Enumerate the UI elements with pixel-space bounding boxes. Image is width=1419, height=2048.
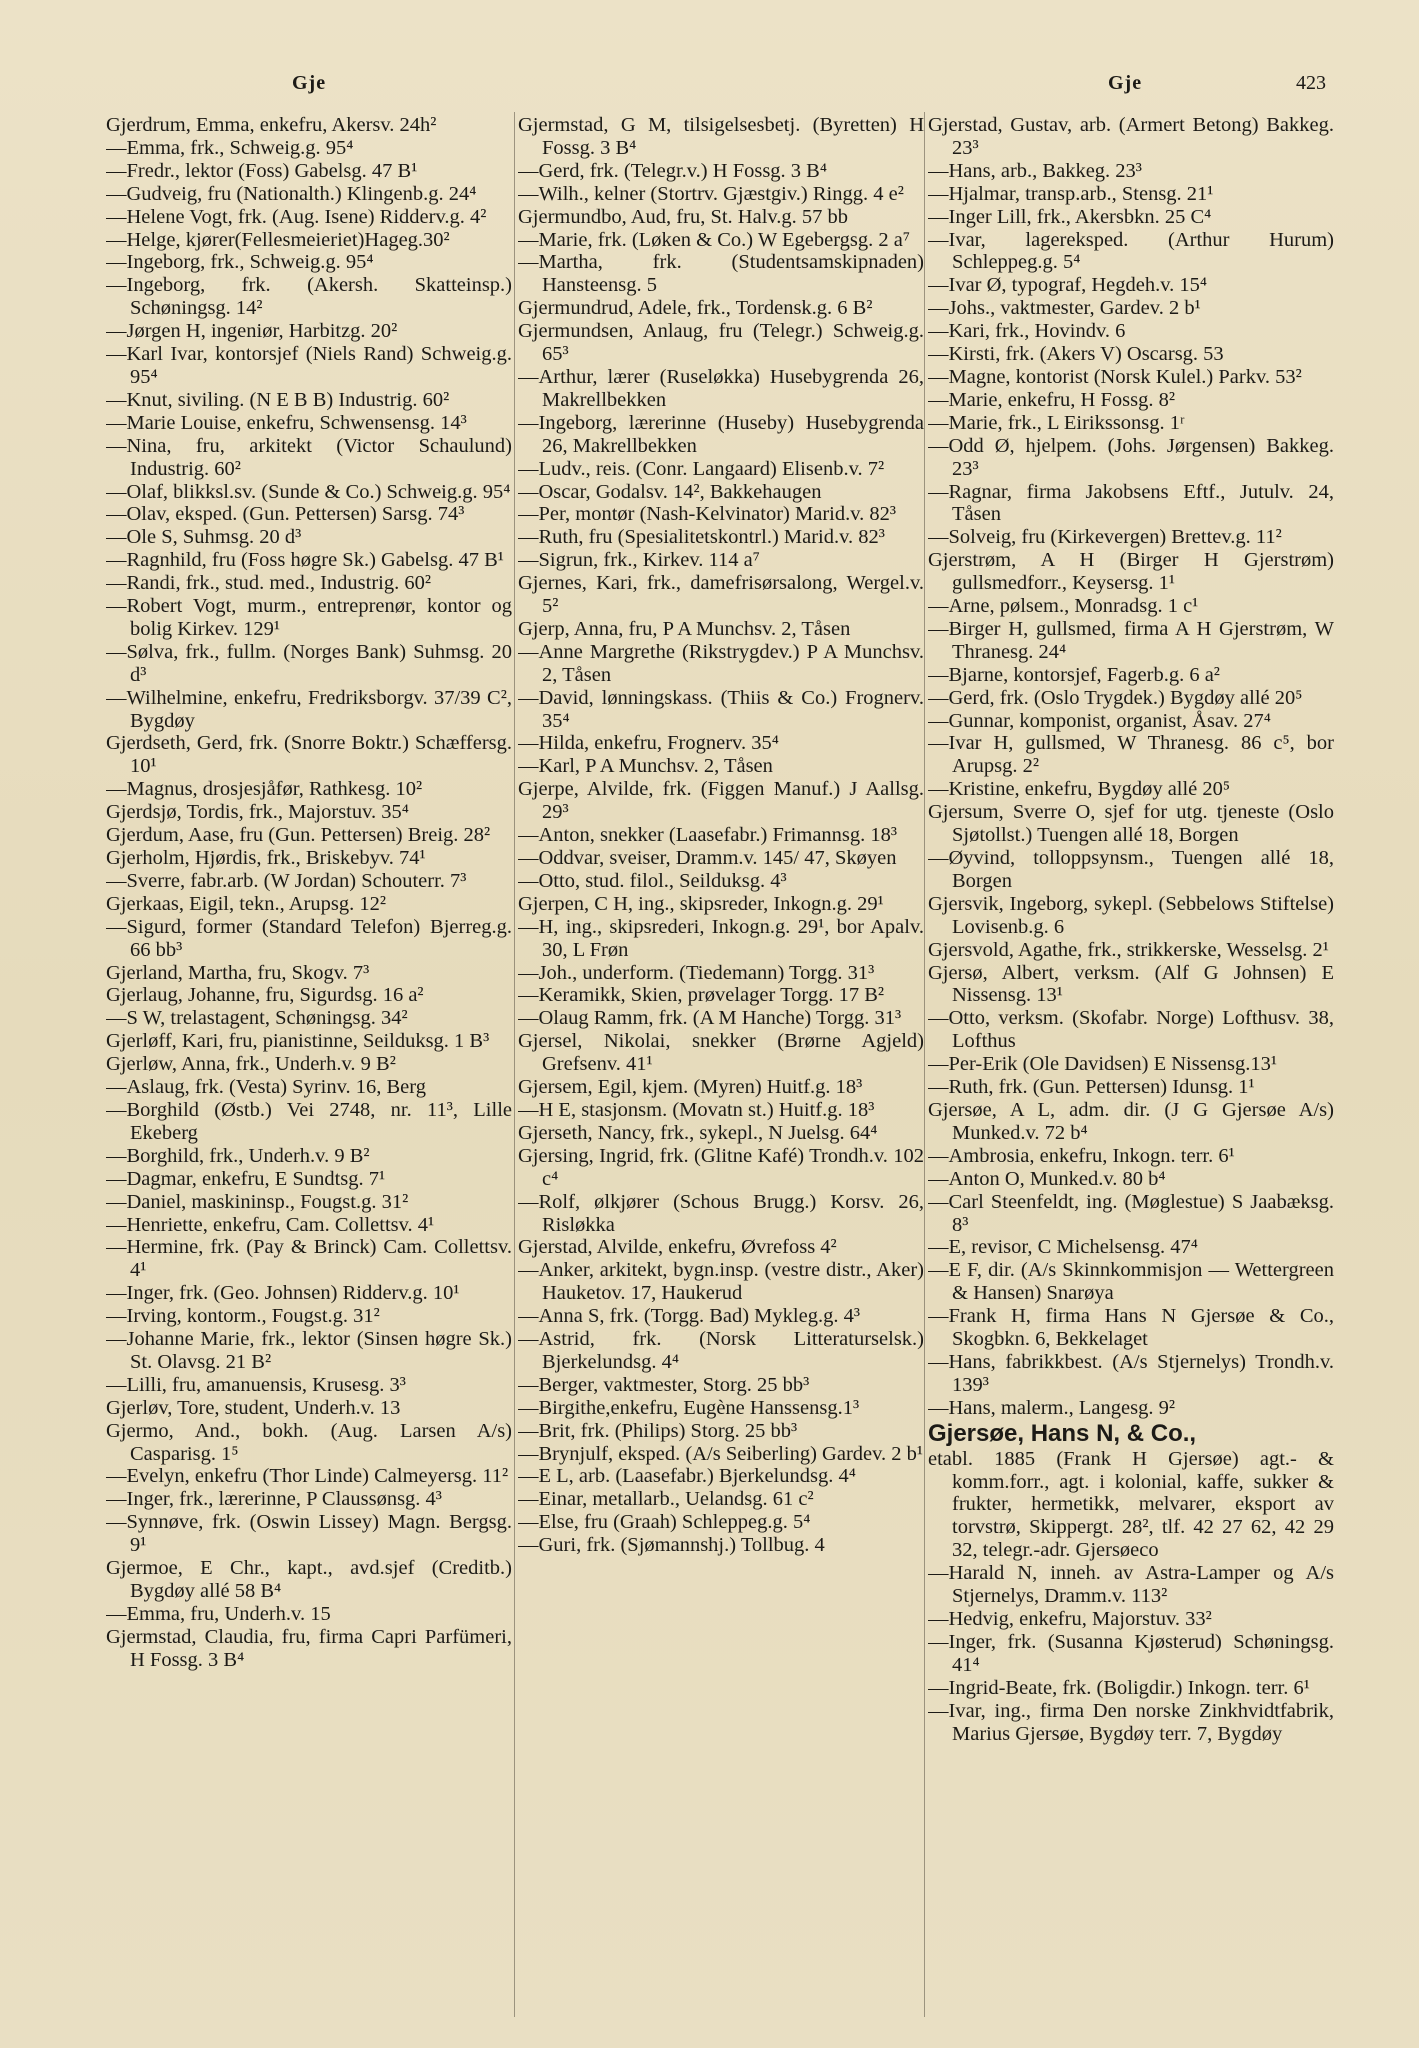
directory-entry: —Odd Ø, hjelpem. (Johs. Jørgensen) Bakkeg. 23³ bbox=[928, 434, 1334, 480]
directory-entry: —Ragnhild, fru (Foss høgre Sk.) Gabelsg. 47 B¹ bbox=[106, 549, 504, 572]
directory-entry: —Marie Louise, enkefru, Schwensensg. 14³ bbox=[106, 411, 467, 434]
directory-entry: —Wilhelmine, enkefru, Fredriksborgv. 37/39 C², Bygdøy bbox=[106, 686, 512, 732]
directory-entry: —Kirsti, frk. (Akers V) Oscarsg. 53 bbox=[928, 343, 1224, 366]
directory-entry: —Kristine, enkefru, Bygdøy allé 20⁵ bbox=[928, 778, 1231, 801]
directory-entry: —Dagmar, enkefru, E Sundtsg. 7¹ bbox=[106, 1167, 386, 1190]
directory-entry: —Hjalmar, transp.arb., Stensg. 21¹ bbox=[928, 182, 1214, 205]
directory-entry: —Nina, fru, arkitekt (Victor Schaulund) Industrig. 60² bbox=[106, 434, 512, 480]
directory-entry: Gjerholm, Hjørdis, frk., Briskebyv. 74¹ bbox=[106, 847, 426, 869]
directory-entry: Gjerløv, Tore, student, Underh.v. 13 bbox=[106, 1396, 401, 1419]
directory-entry: —Anna S, frk. (Torgg. Bad) Mykleg.g. 4³ bbox=[518, 1305, 860, 1328]
directory-entry: Gjerp, Anna, fru, P A Munchsv. 2, Tåsen bbox=[518, 617, 851, 640]
directory-entry: —Johs., vaktmester, Gardev. 2 b¹ bbox=[928, 297, 1201, 320]
column-divider-2 bbox=[924, 112, 925, 2017]
directory-entry: —Oscar, Godalsv. 14², Bakkehaugen bbox=[518, 480, 822, 503]
directory-entry: —Per-Erik (Ole Davidsen) E Nissensg.13¹ bbox=[928, 1053, 1278, 1076]
header-right-guideword: Gje bbox=[1108, 72, 1143, 94]
directory-entry: —Inger, frk. (Geo. Johnsen) Ridderv.g. 10¹ bbox=[106, 1282, 460, 1305]
directory-entry: —Astrid, frk. (Norsk Litteraturselsk.) Bjerkelundsg. 4⁴ bbox=[518, 1328, 924, 1373]
directory-entry: Gjermundsen, Anlaug, fru (Telegr.) Schweig.g. 65³ bbox=[518, 320, 924, 366]
directory-entry: —Einar, metallarb., Uelandsg. 61 c² bbox=[518, 1488, 814, 1511]
directory-entry: —Ragnar, firma Jakobsens Eftf., Jutulv. 24, Tåsen bbox=[928, 480, 1334, 526]
directory-entry: Gjersøe, Hans N, & Co., bbox=[928, 1419, 1197, 1447]
directory-entry: —Evelyn, enkefru (Thor Linde) Calmeyersg. 11² bbox=[106, 1465, 509, 1488]
directory-entry: Gjermstad, G M, tilsigelsesbetj. (Byretten) H Fossg. 3 B⁴ bbox=[518, 114, 924, 159]
directory-entry: Gjerseth, Nancy, frk., sykepl., N Juelsg. 64⁴ bbox=[518, 1121, 878, 1144]
directory-entry: —Randi, frk., stud. med., Industrig. 60² bbox=[106, 572, 432, 595]
directory-entry: Gjerdseth, Gerd, frk. (Snorre Boktr.) Schæffersg. 10¹ bbox=[106, 732, 512, 778]
directory-entry: —Gudveig, fru (Nationalth.) Klingenb.g. 24⁴ bbox=[106, 182, 477, 205]
directory-entry: —Gunnar, komponist, organist, Åsav. 27⁴ bbox=[928, 709, 1271, 732]
directory-entry: —Hedvig, enkefru, Majorstuv. 33² bbox=[928, 1608, 1212, 1630]
directory-entry: Gjerstrøm, A H (Birger H Gjerstrøm) gullsmedforr., Keysersg. 1¹ bbox=[928, 549, 1334, 595]
column-1 bbox=[106, 114, 512, 2024]
directory-entry: —Brit, frk. (Philips) Storg. 25 bb³ bbox=[518, 1419, 798, 1442]
directory-entry: Gjernes, Kari, frk., damefrisørsalong, Wergel.v. 5² bbox=[518, 572, 924, 618]
directory-entry: —Ludv., reis. (Conr. Langaard) Elisenb.v. 7² bbox=[518, 457, 885, 480]
directory-entry: —Anton O, Munked.v. 80 b⁴ bbox=[928, 1167, 1166, 1190]
directory-entry: —Ruth, fru (Spesialitetskontrl.) Marid.v. 82³ bbox=[518, 526, 885, 549]
directory-entry: —Otto, stud. filol., Seilduksg. 4³ bbox=[518, 869, 787, 892]
directory-entry: —Carl Steenfeldt, ing. (Møglestue) S Jaabæksg. 8³ bbox=[928, 1190, 1334, 1236]
directory-entry: —Gerd, frk. (Telegr.v.) H Fossg. 3 B⁴ bbox=[518, 159, 827, 182]
directory-entry: Gjersvold, Agathe, frk., strikkerske, Wesselsg. 2¹ bbox=[928, 938, 1329, 961]
directory-entry: —Olaug Ramm, frk. (A M Hanche) Torgg. 31³ bbox=[518, 1007, 902, 1030]
directory-entry: —H, ing., skipsrederi, Inkogn.g. 29¹, bor Apalv. 30, L Frøn bbox=[518, 915, 924, 961]
column-3 bbox=[928, 114, 1334, 2024]
directory-entry: —Anne Margrethe (Rikstrygdev.) P A Munchsv. 2, Tåsen bbox=[518, 640, 924, 686]
directory-entry: —S W, trelastagent, Schøningsg. 34² bbox=[106, 1007, 408, 1030]
directory-entry: —Hans, arb., Bakkeg. 23³ bbox=[928, 159, 1142, 182]
directory-entry: —Jørgen H, ingeniør, Harbitzg. 20² bbox=[106, 320, 398, 343]
directory-entry: —Ivar H, gullsmed, W Thranesg. 86 c⁵, bor Arupsg. 2² bbox=[928, 732, 1334, 778]
directory-entry: Gjerlaug, Johanne, fru, Sigurdsg. 16 a² bbox=[106, 984, 424, 1007]
directory-entry: —Helene Vogt, frk. (Aug. Isene) Ridderv.g. 4² bbox=[106, 205, 487, 228]
directory-entry: —Sverre, fabr.arb. (W Jordan) Schouterr. 7³ bbox=[106, 869, 467, 892]
directory-entry: —Olav, eksped. (Gun. Pettersen) Sarsg. 74³ bbox=[106, 503, 465, 526]
directory-entry: —Otto, verksm. (Skofabr. Norge) Lofthusv. 38, Lofthus bbox=[928, 1007, 1334, 1053]
directory-entry: —Ole S, Suhmsg. 20 d³ bbox=[106, 526, 302, 549]
directory-entry: —Hans, malerm., Langesg. 9² bbox=[928, 1396, 1175, 1419]
directory-entry: —Hermine, frk. (Pay & Brinck) Cam. Collettsv. 4¹ bbox=[106, 1236, 512, 1282]
directory-entry: —Borghild (Østb.) Vei 2748, nr. 11³, Lille Ekeberg bbox=[106, 1098, 512, 1144]
directory-entry: —Martha, frk. (Studentsamskipnaden) Hansteensg. 5 bbox=[518, 251, 924, 297]
directory-entry: —Bjarne, kontorsjef, Fagerb.g. 6 a² bbox=[928, 663, 1220, 686]
directory-entry: Gjermundrud, Adele, frk., Tordensk.g. 6 B² bbox=[518, 297, 873, 320]
directory-entry: Gjermundbo, Aud, fru, St. Halv.g. 57 bb bbox=[518, 205, 849, 228]
directory-entry: —Birger H, gullsmed, firma A H Gjerstrøm, W Thranesg. 24⁴ bbox=[928, 617, 1334, 663]
directory-entry: —Kari, frk., Hovindv. 6 bbox=[928, 320, 1126, 343]
directory-entry: —Anton, snekker (Laasefabr.) Frimannsg. 18³ bbox=[518, 824, 898, 847]
directory-entry: —Gerd, frk. (Oslo Trygdek.) Bygdøy allé 20⁵ bbox=[928, 686, 1303, 709]
directory-entry: —Ivar Ø, typograf, Hegdeh.v. 15⁴ bbox=[928, 274, 1208, 297]
directory-entry: —Irving, kontorm., Fougst.g. 31² bbox=[106, 1305, 380, 1328]
directory-entry: Gjersøe, A L, adm. dir. (J G Gjersøe A/s) Munked.v. 72 b⁴ bbox=[928, 1098, 1334, 1144]
directory-entry: —Inger Lill, frk., Akersbkn. 25 C⁴ bbox=[928, 205, 1212, 228]
directory-entry: —Emma, frk., Schweig.g. 95⁴ bbox=[106, 136, 354, 159]
directory-entry: —Brynjulf, eksped. (A/s Seiberling) Gardev. 2 b¹ bbox=[518, 1442, 924, 1465]
directory-entry: Gjerland, Martha, fru, Skogv. 7³ bbox=[106, 961, 370, 984]
directory-entry: —Else, fru (Graah) Schleppeg.g. 5⁴ bbox=[518, 1511, 811, 1534]
directory-entry: —Ingeborg, lærerinne (Huseby) Husebygrenda 26, Makrellbekken bbox=[518, 411, 924, 457]
directory-entry: —Per, montør (Nash-Kelvinator) Marid.v. 82³ bbox=[518, 503, 897, 526]
directory-entry: —Marie, frk., L Eirikssonsg. 1ʳ bbox=[928, 411, 1185, 434]
directory-entry: —Sølva, frk., fullm. (Norges Bank) Suhmsg. 20 d³ bbox=[106, 640, 512, 686]
directory-entry: —Guri, frk. (Sjømannshj.) Tollbug. 4 bbox=[518, 1534, 825, 1557]
directory-entry: —Ingrid-Beate, frk. (Boligdir.) Inkogn. terr. 6¹ bbox=[928, 1676, 1310, 1699]
directory-entry: Gjermoe, E Chr., kapt., avd.sjef (Creditb.) Bygdøy allé 58 B⁴ bbox=[106, 1557, 512, 1602]
directory-entry: Gjersel, Nikolai, snekker (Brørne Agjeld) Grefsenv. 41¹ bbox=[518, 1030, 924, 1076]
directory-entry: —Keramikk, Skien, prøvelager Torgg. 17 B² bbox=[518, 984, 885, 1007]
directory-entry: —Øyvind, tolloppsynsm., Tuengen allé 18, Borgen bbox=[928, 847, 1334, 892]
directory-entry: —Ingeborg, frk., Schweig.g. 95⁴ bbox=[106, 251, 374, 274]
directory-entry: —Marie, enkefru, H Fossg. 8² bbox=[928, 388, 1175, 411]
directory-entry: —Ingeborg, frk. (Akersh. Skatteinsp.) Schøningsg. 14² bbox=[106, 274, 512, 320]
directory-entry: —Helge, kjører(Fellesmeieriet)Hageg.30² bbox=[106, 228, 450, 251]
directory-entry: —E, revisor, C Michelsensg. 47⁴ bbox=[928, 1236, 1198, 1259]
directory-entry: —Sigrun, frk., Kirkev. 114 a⁷ bbox=[518, 549, 760, 572]
column-2 bbox=[518, 114, 924, 2024]
directory-entry: —Synnøve, frk. (Oswin Lissey) Magn. Bergsg. 9¹ bbox=[106, 1511, 512, 1557]
directory-entry: —Hans, fabrikkbest. (A/s Stjernelys) Trondh.v. 139³ bbox=[928, 1350, 1334, 1396]
directory-entry: —Knut, siviling. (N E B B) Industrig. 60² bbox=[106, 388, 450, 411]
directory-entry: Gjerpen, C H, ing., skipsreder, Inkogn.g. 29¹ bbox=[518, 892, 884, 915]
directory-entry: Gjerløw, Anna, frk., Underh.v. 9 B² bbox=[106, 1053, 396, 1076]
directory-entry: —Inger, frk. (Susanna Kjøsterud) Schøningsg. 41⁴ bbox=[928, 1630, 1334, 1676]
directory-entry: —Birgithe,enkefru, Eugène Hanssensg.1³ bbox=[518, 1396, 860, 1419]
directory-entry: —E L, arb. (Laasefabr.) Bjerkelundsg. 4⁴ bbox=[518, 1465, 856, 1488]
page-header bbox=[0, 72, 1419, 102]
directory-entry: —Solveig, fru (Kirkevergen) Brettev.g. 11² bbox=[928, 526, 1282, 549]
directory-entry: Gjersum, Sverre O, sjef for utg. tjeneste (Oslo Sjøtollst.) Tuengen allé 18, Borgen bbox=[928, 801, 1334, 847]
directory-entry: —Fredr., lektor (Foss) Gabelsg. 47 B¹ bbox=[106, 159, 418, 182]
directory-entry: —Ruth, frk. (Gun. Pettersen) Idunsg. 1¹ bbox=[928, 1076, 1255, 1099]
directory-entry: —Johanne Marie, frk., lektor (Sinsen høgre Sk.) St. Olavsg. 21 B² bbox=[106, 1328, 512, 1373]
directory-entry: —Frank H, firma Hans N Gjersøe & Co., Skogbkn. 6, Bekkelaget bbox=[928, 1305, 1334, 1351]
page-number: 423 bbox=[1296, 72, 1326, 94]
directory-entry: —David, lønningskass. (Thiis & Co.) Frognerv. 35⁴ bbox=[518, 686, 924, 732]
directory-entry: Gjerdum, Aase, fru (Gun. Pettersen) Breig. 28² bbox=[106, 824, 491, 847]
directory-entry: —Karl Ivar, kontorsjef (Niels Rand) Schweig.g. 95⁴ bbox=[106, 343, 512, 388]
directory-entry: —Ivar, lagereksped. (Arthur Hurum) Schleppeg.g. 5⁴ bbox=[928, 228, 1334, 274]
directory-entry: —Karl, P A Munchsv. 2, Tåsen bbox=[518, 755, 773, 778]
directory-entry: —Arthur, lærer (Ruseløkka) Husebygrenda 26, Makrellbekken bbox=[518, 365, 924, 411]
directory-entry: —Hilda, enkefru, Frognerv. 35⁴ bbox=[518, 732, 779, 755]
directory-entry: —Olaf, blikksl.sv. (Sunde & Co.) Schweig.g. 95⁴ bbox=[106, 480, 511, 503]
directory-entry: —Oddvar, sveiser, Dramm.v. 145/ 47, Skøyen bbox=[518, 847, 897, 869]
directory-entry: —Marie, frk. (Løken & Co.) W Egebergsg. 2 a⁷ bbox=[518, 228, 911, 251]
directory-entry: —H E, stasjonsm. (Movatn st.) Huitf.g. 18³ bbox=[518, 1098, 875, 1121]
directory-entry: Gjerdrum, Emma, enkefru, Akersv. 24h² bbox=[106, 114, 437, 136]
directory-entry: —Inger, frk., lærerinne, P Claussønsg. 4³ bbox=[106, 1488, 442, 1511]
directory-entry: Gjerpe, Alvilde, frk. (Figgen Manuf.) J Aallsg. 29³ bbox=[518, 778, 924, 824]
directory-entry: —Wilh., kelner (Stortrv. Gjæstgiv.) Ringg. 4 e² bbox=[518, 182, 904, 205]
directory-entry: —Anker, arkitekt, bygn.insp. (vestre distr., Aker) Hauketov. 17, Haukerud bbox=[518, 1259, 924, 1305]
directory-entry: Gjermo, And., bokh. (Aug. Larsen A/s) Casparisg. 1⁵ bbox=[106, 1419, 512, 1465]
directory-entry: —Berger, vaktmester, Storg. 25 bb³ bbox=[518, 1373, 810, 1396]
directory-entry: —Joh., underform. (Tiedemann) Torgg. 31³ bbox=[518, 961, 875, 984]
directory-entry: —Sigurd, former (Standard Telefon) Bjerreg.g. 66 bb³ bbox=[106, 915, 512, 961]
directory-entry: —Robert Vogt, murm., entreprenør, kontor og bolig Kirkev. 129¹ bbox=[106, 595, 512, 640]
directory-entry: Gjersø, Albert, verksm. (Alf G Johnsen) E Nissensg. 13¹ bbox=[928, 961, 1334, 1007]
directory-entry: —E F, dir. (A/s Skinnkommisjon — Wettergreen & Hansen) Snarøya bbox=[928, 1259, 1334, 1305]
header-left-guideword: Gje bbox=[292, 72, 327, 94]
directory-entry: —Harald N, inneh. av Astra-Lamper og A/s Stjernelys, Dramm.v. 113² bbox=[928, 1562, 1334, 1608]
directory-entry: —Ambrosia, enkefru, Inkogn. terr. 6¹ bbox=[928, 1144, 1235, 1167]
directory-entry: Gjersing, Ingrid, frk. (Glitne Kafé) Trondh.v. 102 c⁴ bbox=[518, 1144, 924, 1190]
directory-entry: —Aslaug, frk. (Vesta) Syrinv. 16, Berg bbox=[106, 1076, 426, 1099]
directory-entry: Gjerkaas, Eigil, tekn., Arupsg. 12² bbox=[106, 892, 387, 915]
directory-entry: —Ivar, ing., firma Den norske Zinkhvidtfabrik, Marius Gjersøe, Bygdøy terr. 7, Bygdøy bbox=[928, 1699, 1334, 1745]
directory-entry: —Henriette, enkefru, Cam. Collettsv. 4¹ bbox=[106, 1213, 435, 1236]
directory-entry: Gjerstad, Alvilde, enkefru, Øvrefoss 4² bbox=[518, 1236, 837, 1259]
directory-entry: —Rolf, ølkjører (Schous Brugg.) Korsv. 26, Risløkka bbox=[518, 1190, 924, 1236]
directory-entry: —Daniel, maskininsp., Fougst.g. 31² bbox=[106, 1190, 409, 1213]
directory-entry: —Lilli, fru, amanuensis, Krusesg. 3³ bbox=[106, 1373, 406, 1396]
directory-entry: Gjermstad, Claudia, fru, firma Capri Parfümeri, H Fossg. 3 B⁴ bbox=[106, 1625, 512, 1671]
directory-entry: etabl. 1885 (Frank H Gjersøe) agt.- & komm.forr., agt. i kolonial, kaffe, sukker & frukter, hermetikk, melvarer, eksport av torvstrø, Skippergt. 28², tlf. 42 27 62, 42 29 32, telegr.-adr. Gjersøeco bbox=[928, 1447, 1334, 1562]
directory-entry: Gjerdsjø, Tordis, frk., Majorstuv. 35⁴ bbox=[106, 801, 409, 824]
directory-entry: Gjersem, Egil, kjem. (Myren) Huitf.g. 18³ bbox=[518, 1076, 863, 1099]
directory-entry: —Magnus, drosjesjåfør, Rathkesg. 10² bbox=[106, 778, 423, 801]
directory-entry: —Arne, pølsem., Monradsg. 1 c¹ bbox=[928, 595, 1199, 618]
directory-entry: Gjersvik, Ingeborg, sykepl. (Sebbelows Stiftelse) Lovisenb.g. 6 bbox=[928, 892, 1334, 938]
directory-entry: —Borghild, frk., Underh.v. 9 B² bbox=[106, 1144, 370, 1167]
directory-entry: Gjerløff, Kari, fru, pianistinne, Seilduksg. 1 B³ bbox=[106, 1030, 490, 1053]
directory-entry: Gjerstad, Gustav, arb. (Armert Betong) Bakkeg. 23³ bbox=[928, 114, 1334, 159]
directory-entry: —Emma, fru, Underh.v. 15 bbox=[106, 1602, 331, 1625]
column-divider-1 bbox=[514, 112, 515, 2017]
directory-entry: —Magne, kontorist (Norsk Kulel.) Parkv. 53² bbox=[928, 365, 1302, 388]
